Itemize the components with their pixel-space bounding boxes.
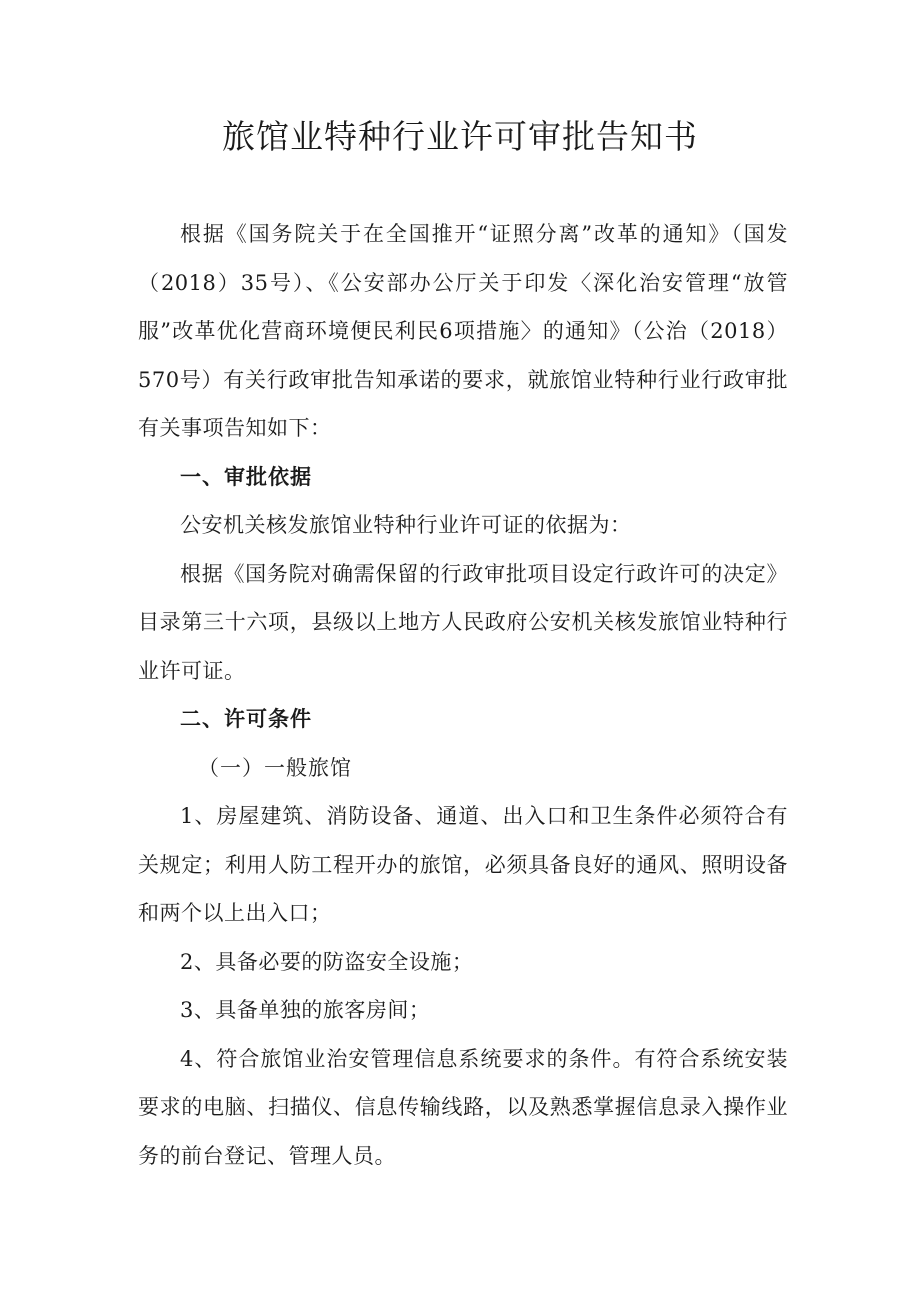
condition-item-1: 1、房屋建筑、消防设备、通道、出入口和卫生条件必须符合有关规定；利用人防工程开办的旅馆，必须具备良好的通风、照明设备和两个以上出入口； — [138, 804, 788, 925]
section-heading-conditions: 二、许可条件 — [180, 707, 312, 731]
basis-paragraph-2: 根据《国务院对确需保留的行政审批项目设定行政许可的决定》目录第三十六项，县级以上地方人民政府公安机关核发旅馆业特种行业许可证。 — [138, 561, 788, 683]
intro-paragraph: 根据《国务院关于在全国推开“证照分离”改革的通知》（国发（2018）35号）、《公安部办公厅关于印发〈深化治安管理“放管服”改革优化营商环境便民利民6项措施〉的通知》（公治（2018）570号）有关行政审批告知承诺的要求，就旅馆业特种行业行政审批有关事项告知如下： — [138, 222, 788, 440]
condition-item-4: 4、符合旅馆业治安管理信息系统要求的条件。有符合系统安装要求的电脑、扫描仪、信息传输线路，以及熟悉掌握信息录入操作业务的前台登记、管理人员。 — [138, 1046, 788, 1168]
document-title: 旅馆业特种行业许可审批告知书 — [222, 117, 698, 156]
subsection-general-hotel: （一）一般旅馆 — [198, 755, 352, 780]
basis-paragraph-1: 公安机关核发旅馆业特种行业许可证的依据为： — [180, 513, 632, 537]
document-body — [138, 210, 788, 1180]
condition-item-3: 3、具备单独的旅客房间； — [180, 998, 431, 1022]
section-heading-basis: 一、审批依据 — [180, 464, 312, 489]
condition-item-2: 2、具备必要的防盗安全设施； — [180, 949, 474, 974]
